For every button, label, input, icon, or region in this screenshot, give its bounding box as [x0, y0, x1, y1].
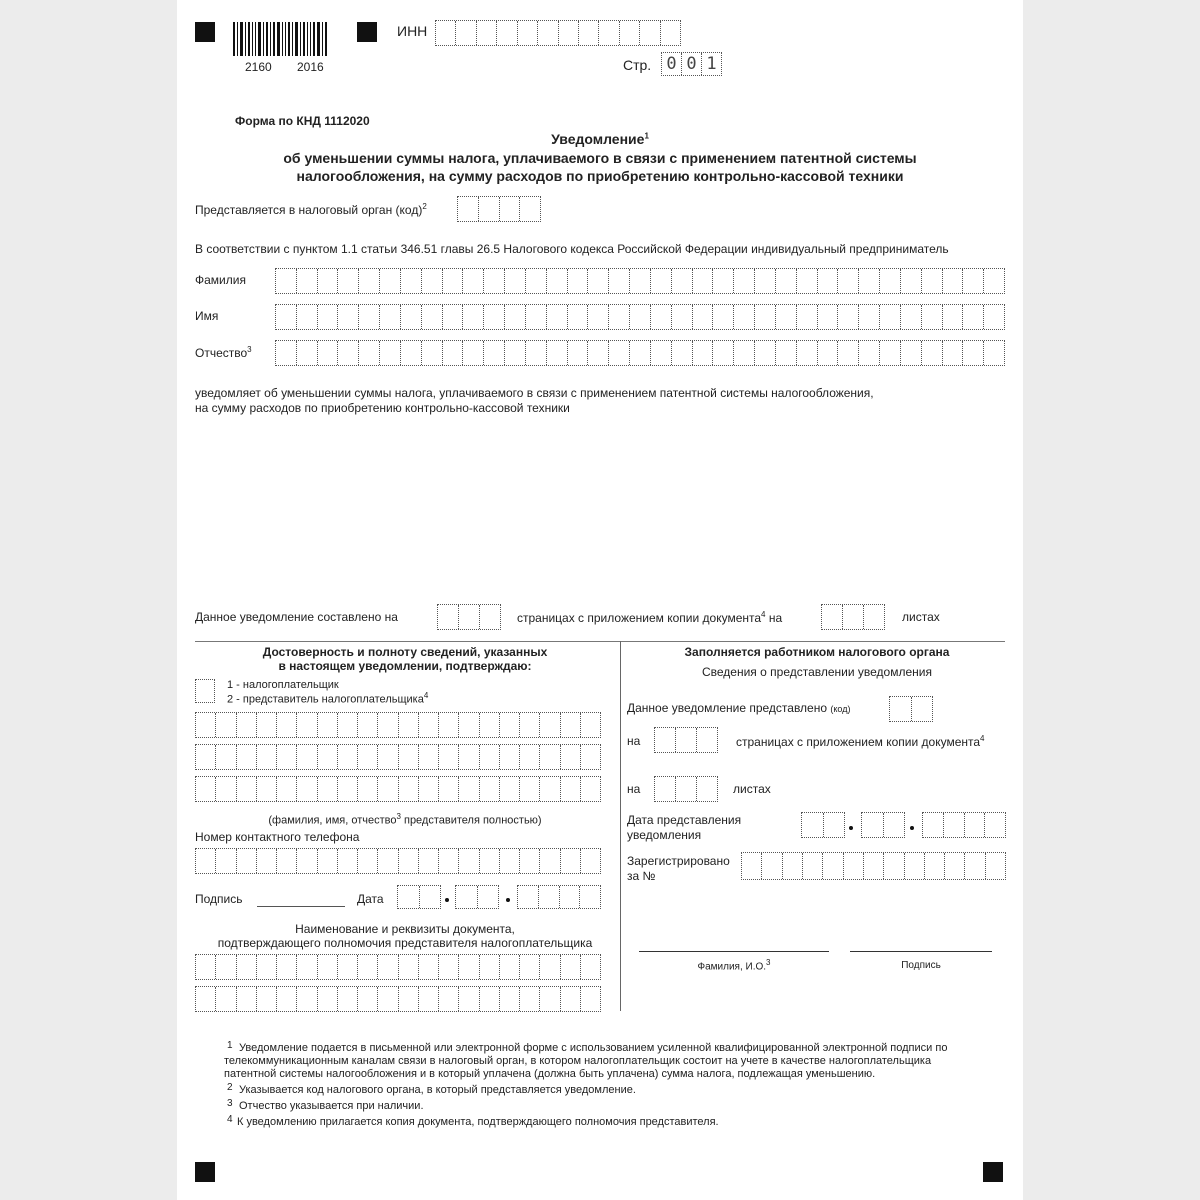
- date-separator: [849, 826, 853, 830]
- officer-name-caption: Фамилия, И.О.$^3$: [697, 958, 771, 973]
- right-pages-field[interactable]: [654, 727, 718, 753]
- notice-text-line2: на сумму расходов по приобретению контрольно-кассовой техники: [195, 401, 570, 415]
- authority-document-line1[interactable]: [195, 954, 601, 980]
- page-number-field: [661, 52, 722, 76]
- patronymic-field[interactable]: [275, 340, 1005, 366]
- registration-mark: [195, 22, 215, 42]
- officer-signature-caption: Подпись: [901, 960, 941, 971]
- footnote-number: 2: [227, 1082, 233, 1093]
- tax-authority-label: Представляется в налоговый орган (код)$^2$: [195, 202, 427, 217]
- barcode-number-left: 2160: [245, 60, 272, 74]
- right-sheets-field[interactable]: [654, 776, 718, 802]
- footnote-number: 1: [227, 1040, 233, 1051]
- representative-name-line3[interactable]: [195, 776, 601, 802]
- page-label: Стр.: [623, 57, 652, 73]
- notice-text-line1: уведомляет об уменьшении суммы налога, уплачиваемого в связи с применением патентной системы налогообложения,: [195, 386, 874, 400]
- page-digit: 1: [706, 54, 717, 74]
- footnote-ref: 4: [980, 734, 985, 743]
- on-label-2: на: [627, 782, 641, 796]
- page-digit: 0: [682, 53, 702, 75]
- registration-mark: [195, 1162, 215, 1182]
- footnote-3: Отчество указывается при наличии.: [239, 1100, 424, 1112]
- section-divider: [195, 641, 1005, 642]
- footnote-ref: 3: [766, 958, 771, 967]
- form-subtitle-line2: налогообложения, на сумму расходов по приобретению контрольно-кассовой техники: [296, 168, 904, 184]
- page-digit: 0: [662, 53, 682, 75]
- submission-day-field[interactable]: [801, 812, 845, 838]
- signature-line[interactable]: [257, 906, 345, 907]
- footnote-ref: 4: [761, 610, 766, 619]
- tax-office-heading: Заполняется работником налогового органа: [684, 645, 950, 659]
- right-sheets-text: листах: [733, 782, 771, 796]
- footnote-number: 4: [227, 1114, 233, 1125]
- barcode-number-right: 2016: [297, 60, 324, 74]
- footnote-4: К уведомлению прилагается копия документа, подтверждающего полномочия представителя.: [237, 1116, 719, 1128]
- date-separator: [506, 898, 510, 902]
- inn-label: ИНН: [397, 23, 428, 39]
- surname-field[interactable]: [275, 268, 1005, 294]
- tax-authority-code-field[interactable]: [457, 196, 541, 222]
- submission-year-field[interactable]: [922, 812, 1006, 838]
- registered-label-line1: Зарегистрировано: [627, 854, 730, 868]
- form-knd-code: Форма по КНД 1112020: [235, 114, 370, 128]
- footnote-1-line2: телекоммуникационным каналам связи в налоговый орган, в котором налогоплательщик состоит на учете в качестве налогоплательщика: [224, 1055, 932, 1067]
- phone-label: Номер контактного телефона: [195, 830, 360, 844]
- name-field[interactable]: [275, 304, 1005, 330]
- phone-field[interactable]: [195, 848, 601, 874]
- date-separator: [910, 826, 914, 830]
- registered-label-line2: за №: [627, 869, 656, 883]
- patronymic-label: Отчество$^3$: [195, 345, 252, 360]
- submitted-label: Данное уведомление представлено (код): [627, 701, 851, 715]
- authority-document-line2[interactable]: [195, 986, 601, 1012]
- registration-mark: [357, 22, 377, 42]
- pages-prefix-text: Данное уведомление составлено на: [195, 610, 398, 624]
- signer-option-1: 1 - налогоплательщик: [227, 679, 339, 691]
- footnote-1-line1: Уведомление подается в письменной или электронной форме с использованием усиленной квалифицированной электронной подписи по: [239, 1042, 948, 1054]
- document-caption-line1: Наименование и реквизиты документа,: [295, 922, 515, 936]
- signer-option-2: 2 - представитель налогоплательщика$^4$: [227, 691, 429, 706]
- officer-name-line[interactable]: [639, 951, 829, 952]
- footnote-ref: 1: [644, 131, 649, 141]
- form-sheet: [177, 0, 1023, 1200]
- right-pages-text: страницах с приложением копии документа$^4$: [736, 734, 985, 749]
- fio-caption: (фамилия, имя, отчество$^3$ представителя полностью): [268, 812, 542, 827]
- representative-name-line2[interactable]: [195, 744, 601, 770]
- officer-signature-line[interactable]: [850, 951, 992, 952]
- column-divider: [620, 641, 621, 1011]
- pages-count-field[interactable]: [437, 604, 501, 630]
- name-label: Имя: [195, 309, 219, 323]
- sheets-text: листах: [902, 610, 940, 624]
- registration-number-field[interactable]: [741, 852, 1006, 880]
- form-title: Уведомление$^1$: [551, 131, 649, 147]
- date-label: Дата: [357, 892, 384, 906]
- surname-label: Фамилия: [195, 273, 246, 287]
- footnote-ref: 4: [423, 691, 429, 700]
- date-month-field[interactable]: [455, 885, 499, 909]
- on-label: на: [627, 734, 641, 748]
- footnote-ref: 3: [247, 345, 252, 354]
- tax-office-subheading: Сведения о представлении уведомления: [701, 665, 932, 679]
- registration-mark: [983, 1162, 1003, 1182]
- representative-name-line1[interactable]: [195, 712, 601, 738]
- form-subtitle-line1: об уменьшении суммы налога, уплачиваемого в связи с применением патентной системы: [283, 150, 917, 166]
- date-day-field[interactable]: [397, 885, 441, 909]
- confirm-heading-line1: Достоверность и полноту сведений, указанных: [262, 645, 548, 659]
- inn-field[interactable]: [435, 20, 681, 46]
- footnote-ref: 2: [422, 202, 427, 211]
- signer-type-field[interactable]: [195, 679, 215, 703]
- submission-date-label-line2: уведомления: [627, 828, 702, 842]
- submission-code-field[interactable]: [889, 696, 933, 722]
- footnote-2: Указывается код налогового органа, в который представляется уведомление.: [239, 1084, 636, 1096]
- barcode: [233, 22, 329, 56]
- sheets-count-field[interactable]: [821, 604, 885, 630]
- submission-month-field[interactable]: [861, 812, 905, 838]
- footnote-number: 3: [227, 1098, 233, 1109]
- pages-middle-text: страницах с приложением копии документа$^4$ на: [517, 610, 783, 625]
- footnote-ref: 3: [396, 812, 401, 821]
- footnote-1-line3: патентной системы налогообложения и в который уплачена (должна быть уплачена) сумма налога, подлежащая уменьшению.: [224, 1068, 876, 1080]
- legal-basis-text: В соответствии с пунктом 1.1 статьи 346.51 главы 26.5 Налогового кодекса Российской Федерации индивидуальный предприниматель: [195, 242, 949, 256]
- document-caption-line2: подтверждающего полномочия представителя налогоплательщика: [217, 936, 593, 950]
- date-separator: [445, 898, 449, 902]
- submission-date-label-line1: Дата представления: [627, 813, 742, 827]
- confirm-heading-line2: в настоящем уведомлении, подтверждаю:: [278, 659, 532, 673]
- signature-label: Подпись: [195, 892, 243, 906]
- date-year-field[interactable]: [517, 885, 601, 909]
